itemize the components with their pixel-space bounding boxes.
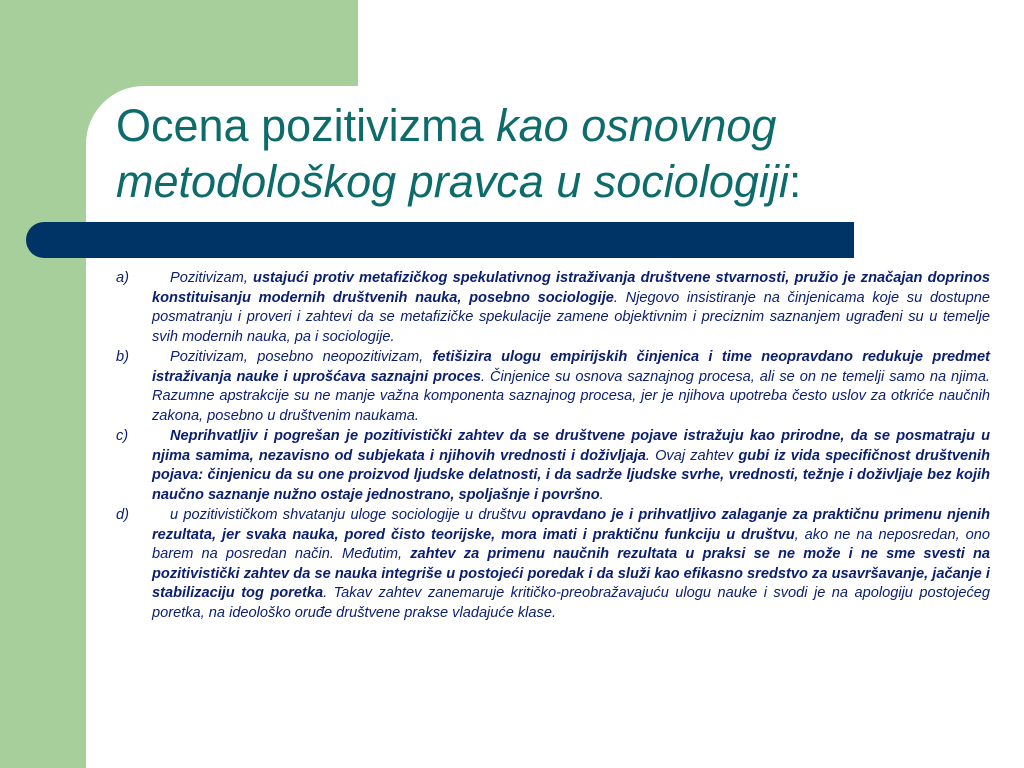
item-bold-text: ustajući protiv metafizičkog spekulativnog istraživanja društvene stvarnosti, pružio je značajan doprinos konstituisanju modernih društvenih nauka, posebno sociologije [152, 270, 991, 306]
item-text: Pozitivizam, posebno neopozitivizam, [170, 349, 433, 365]
title-divider-bar [26, 222, 854, 258]
item-text: . Činjenice su osnova saznajnog procesa, ali se on ne temelji samo na njima. Razumne apstrakcije su ne manje važna komponenta saznajnog procesa, jer je njihova upotreba često uslov za otkriće naučnih zakona, posebno u društvenim naukama. [152, 368, 990, 424]
item-label: c) [116, 428, 129, 444]
list-item-c [116, 427, 990, 505]
list-item-a [116, 269, 990, 347]
item-bold-text: zahtev za primenu naučnih rezultata u praksi se ne može i ne sme svesti na pozitivistički zahtev da se nauka integriše u postojeći poredak i da služi kao efikasno sredstvo za usavršavanje, jačanje i stabilizaciju tog poretka [152, 546, 991, 601]
title-normal: Ocena pozitivizma [116, 100, 497, 151]
title-italic-2: metodološkog pravca u sociologiji [116, 156, 789, 207]
list-item-b [116, 348, 990, 426]
title-italic-1: kao osnovnog [496, 100, 777, 151]
title-colon: : [788, 156, 802, 207]
slide-body [116, 269, 990, 624]
item-text: . Njegovo insistiranje na činjenicama koje su dostupne posmatranju i proveri i zahtevi da se metafizičke spekulacije zamene objektivnim i preciznim saznanjem ugrađeni su u temelje svih modernih nauka, pa i sociologije. [152, 289, 990, 345]
slide-title [116, 98, 996, 210]
item-label: b) [116, 349, 129, 365]
item-bold-text: gubi iz vida specifičnost društvenih pojava: činjenicu da su one proizvod ljudske delatnosti, i da sadrže ljudske svrhe, vrednosti, težnje i doživljaje bez kojih naučno saznanje nužno ostaje jednostrano, spoljašnje i površno [152, 447, 990, 503]
item-text: . [599, 486, 604, 503]
item-bold-text: opravdano je i prihvatljivo zalaganje za praktičnu primenu njenih rezultata, jer svaka nauka, pored čisto teorijske, mora imati i praktičnu funkciju u društvu [152, 507, 991, 543]
item-text: . Takav zahtev zanemaruje kritičko-preobražavajuću ulogu nauke i svodi je na apologiju postojećeg poretka, na ideološko oruđe društvene prakse vladajuće klase. [152, 585, 990, 621]
list-item-d [116, 506, 990, 623]
item-text: , ako ne na neposredan, ono barem na posredan način. Međutim, [152, 526, 990, 562]
item-text: Pozitivizam, [170, 270, 254, 286]
green-background-left [0, 0, 86, 768]
item-label: a) [116, 270, 129, 286]
item-label: d) [116, 507, 129, 523]
item-text: u pozitivističkom shvatanju uloge sociologije u društvu [170, 507, 532, 523]
item-text: . Ovaj zahtev [645, 447, 739, 464]
item-bold-text: Neprihvatljiv i pogrešan je pozitivistički zahtev da se društvene pojave istražuju kao prirodne, da se posmatraju u njima samima, nezavisno od subjekata i njihovih vrednosti i doživljaja [152, 428, 990, 464]
item-bold-text: fetišizira ulogu empirijskih činjenica i time neopravdano redukuje predmet istraživanja nauke i uprošćava saznajni proces [152, 349, 990, 385]
